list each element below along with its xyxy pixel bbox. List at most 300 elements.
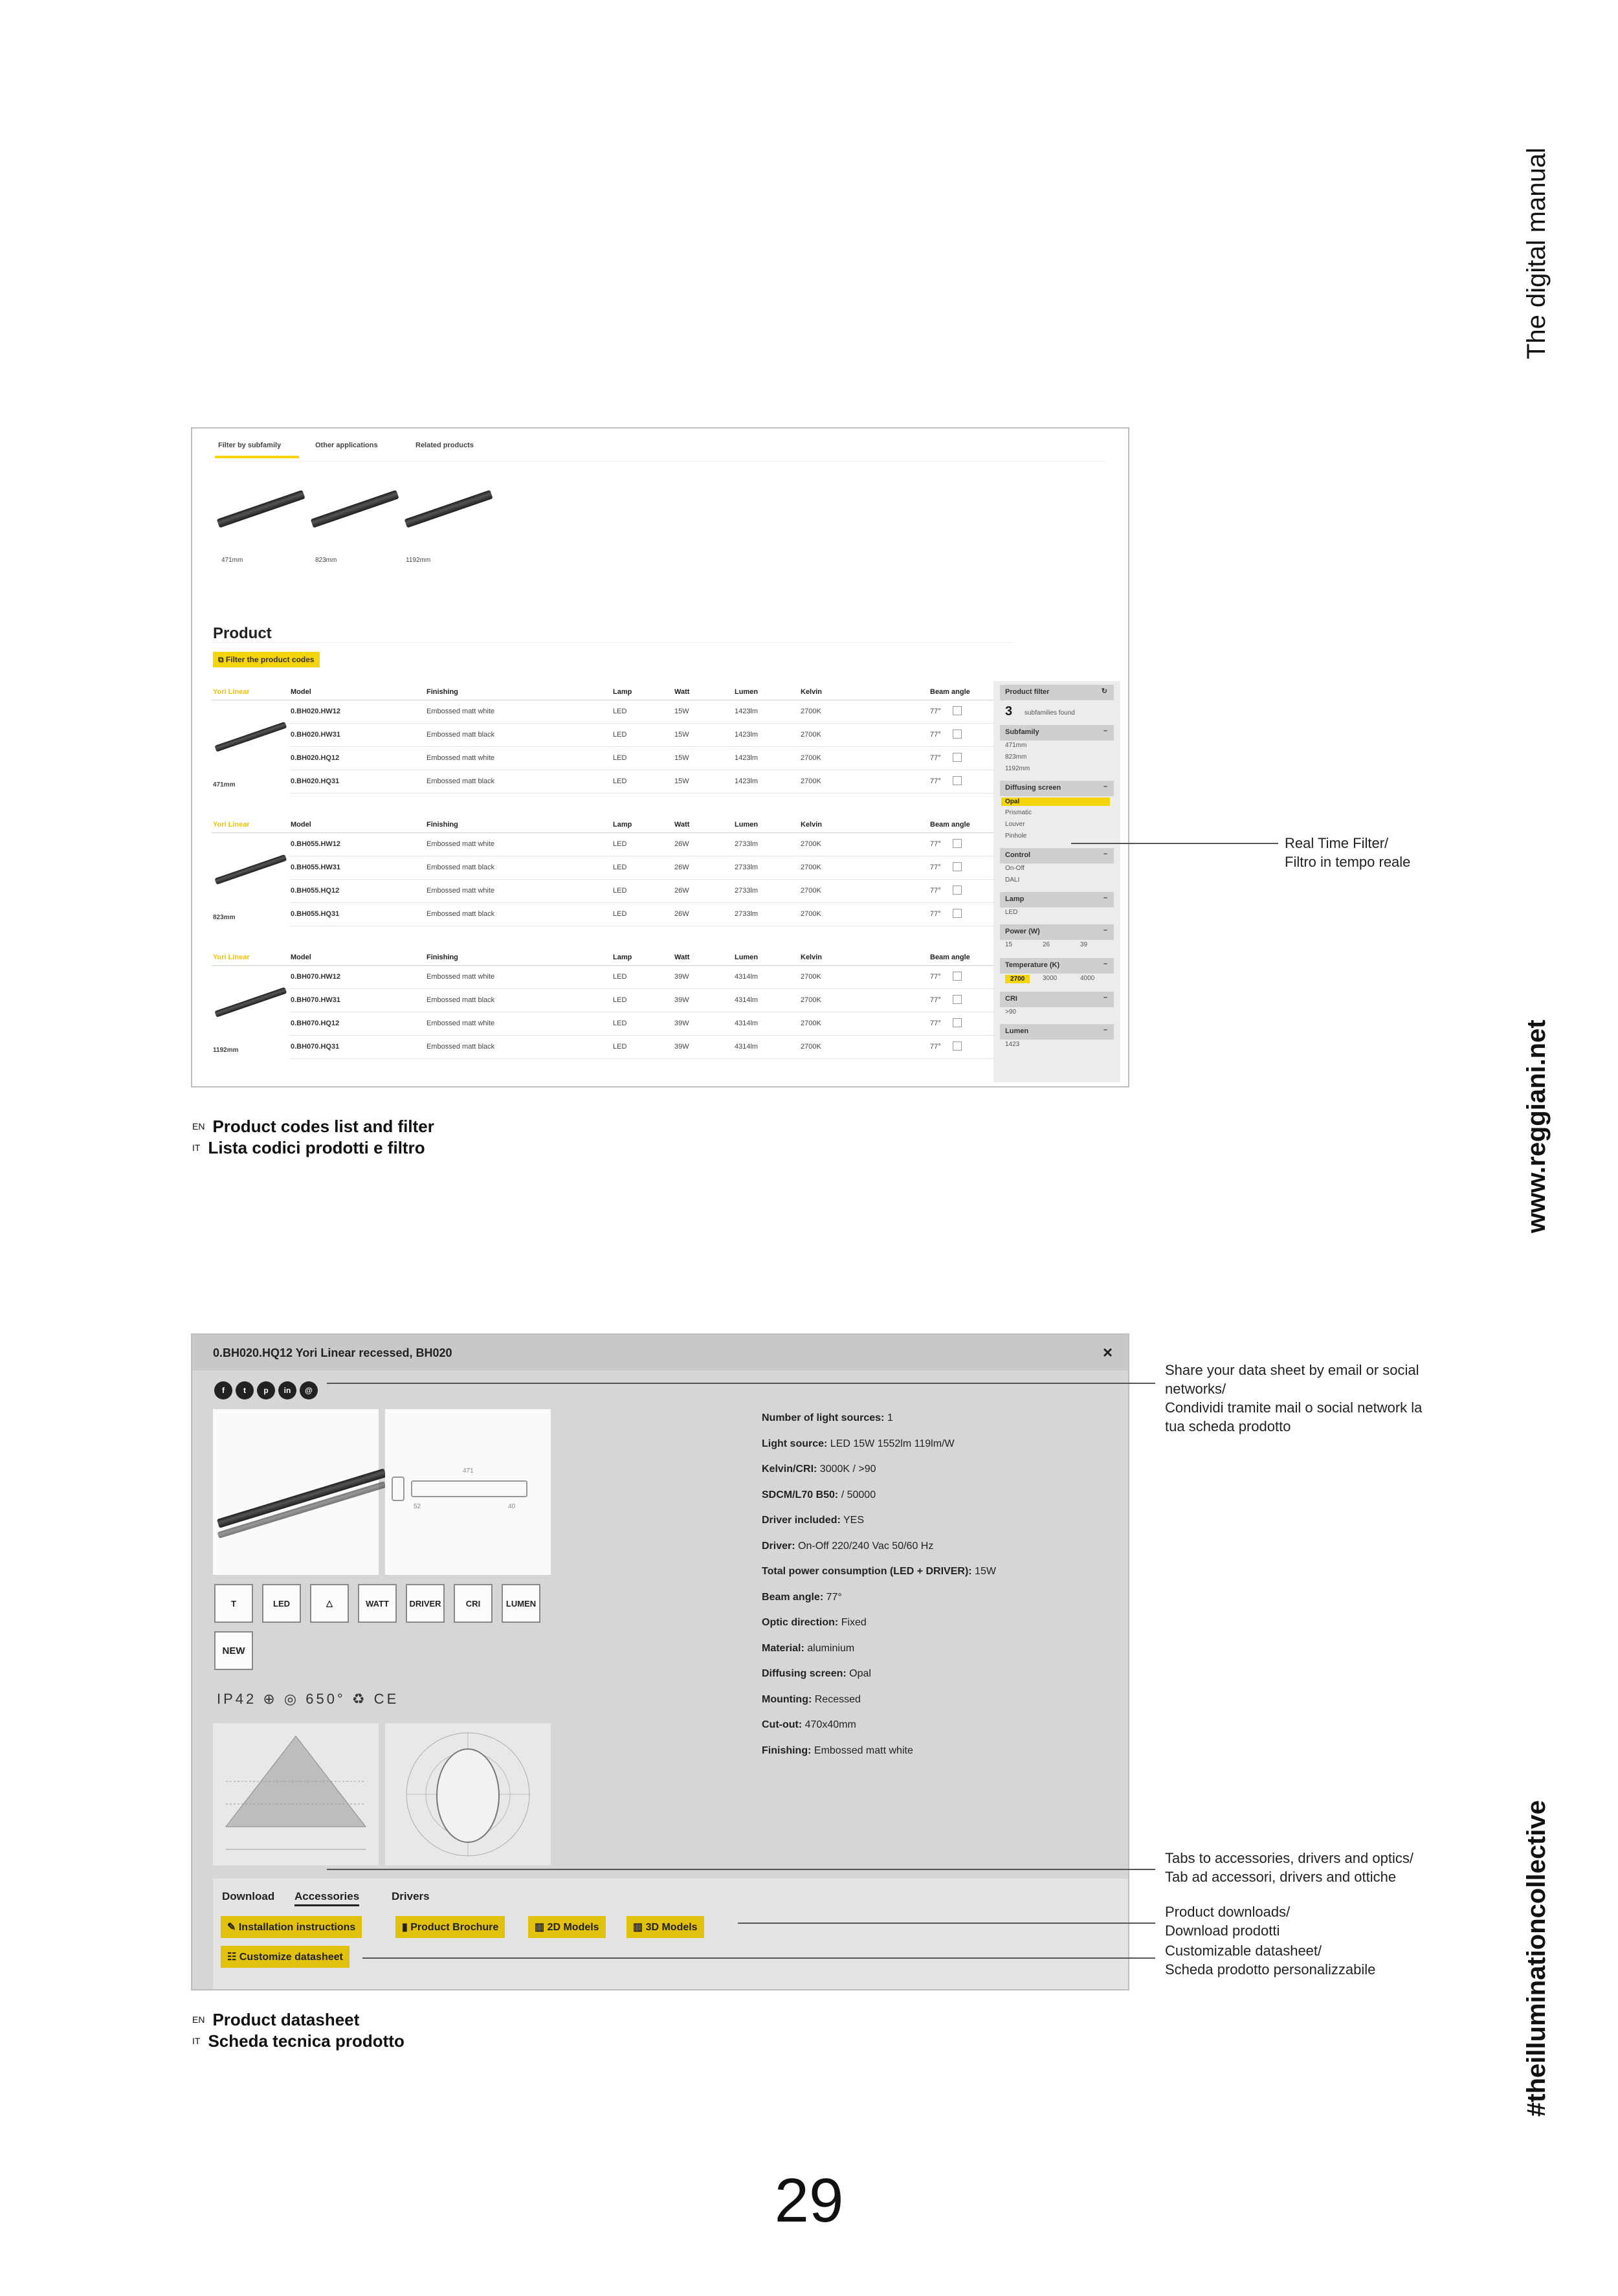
cell-finishing: Embossed matt black [427,777,495,785]
facet-header[interactable] [1000,924,1114,940]
leader-downloads [738,1923,1155,1924]
spec-key: Driver: [762,1540,795,1552]
cell-beam: 77° [930,731,941,739]
cell-lumen: 1423lm [735,777,759,785]
cell-beam: 77° [930,1020,941,1027]
column-header[interactable]: Kelvin [801,953,823,961]
cell-watt: 15W [674,731,689,739]
cell-model: 0.BH070.HQ31 [291,1043,340,1051]
cell-model: 0.BH070.HW12 [291,973,341,981]
row-checkbox[interactable] [953,776,962,785]
annotation-realtime-filter: Real Time Filter/ Filtro in tempo reale [1285,835,1411,870]
cell-kelvin: 2700K [801,996,821,1004]
cell-lumen: 1423lm [735,754,759,762]
collapse-icon[interactable]: – [1103,960,1107,968]
filter-option[interactable]: LED [1005,909,1018,916]
column-header[interactable]: Kelvin [801,821,823,829]
table-row[interactable] [192,775,995,790]
spec-value: 77° [826,1591,842,1603]
page-number: 29 [774,2166,844,2235]
cell-finishing: Embossed matt black [427,731,495,739]
cell-beam: 77° [930,1043,941,1051]
spec-row [762,1617,867,1629]
spec-key: Mounting: [762,1693,812,1705]
spec-value: aluminium [807,1642,855,1654]
group-label[interactable]: Yori Linear [213,821,250,829]
cell-beam: 77° [930,910,941,918]
leader-tabs [327,1869,1155,1870]
column-header[interactable]: Lumen [735,953,759,961]
cell-lumen: 2733lm [735,840,759,848]
cell-lamp: LED [613,777,627,785]
leader-share [327,1383,1155,1384]
spec-row [762,1694,861,1706]
spec-row [762,1412,893,1424]
spec-key: Material: [762,1642,804,1654]
cell-beam: 77° [930,777,941,785]
technical-drawing [385,1409,551,1575]
cell-beam: 77° [930,754,941,762]
cell-lamp: LED [613,910,627,918]
row-checkbox[interactable] [953,972,962,981]
cell-lamp: LED [613,708,627,715]
filter-option[interactable]: 2700 [1005,975,1030,983]
spec-value: On-Off 220/240 Vac 50/60 Hz [798,1540,934,1552]
filter-button-label: Filter the product codes [225,655,315,664]
spec-row [762,1592,842,1603]
cell-lumen: 1423lm [735,731,759,739]
tab-other-applications[interactable]: Other applications [315,441,378,449]
facet-header[interactable] [1000,958,1114,974]
cell-lumen: 4314lm [735,996,759,1004]
cell-kelvin: 2700K [801,777,821,785]
cell-lumen: 2733lm [735,864,759,871]
cell-model: 0.BH020.HQ31 [291,777,340,785]
cell-lumen: 2733lm [735,887,759,895]
filter-icon: ⧉ [218,655,226,664]
spec-key: Optic direction: [762,1617,839,1628]
customize-label: Customize datasheet [239,1952,343,1963]
row-checkbox[interactable] [953,909,962,918]
filter-option[interactable]: Opal [1001,797,1110,806]
column-header[interactable]: Lumen [735,688,759,696]
facet-name: Subfamily [1005,728,1039,736]
column-header[interactable]: Lamp [613,821,632,829]
spec-row [762,1643,854,1655]
cell-lamp: LED [613,864,627,871]
cell-beam: 77° [930,840,941,848]
leader-realtime-filter [1071,843,1278,844]
spec-key: Beam angle: [762,1591,824,1603]
facet-name: Lumen [1005,1027,1029,1035]
cell-lamp: LED [613,887,627,895]
cell-model: 0.BH020.HQ12 [291,754,340,762]
close-icon[interactable]: × [1102,1343,1113,1362]
facet-name: Diffusing screen [1005,784,1061,792]
datasheet-screenshot [191,1333,1129,1990]
cell-model: 0.BH055.HQ12 [291,887,340,895]
side-website: www.reggiani.net [1522,1020,1551,1233]
cell-beam: 77° [930,887,941,895]
cell-finishing: Embossed matt white [427,840,495,848]
filter-panel [993,681,1120,1082]
caption-datasheet: $^{EN}$ Product datasheet $^{IT}$ Scheda tecnica prodotto [192,2010,404,2051]
button-label: 3D Models [645,1922,698,1933]
column-header[interactable]: Lamp [613,953,632,961]
facet-name: Control [1005,851,1031,859]
cell-beam: 77° [930,973,941,981]
cell-lumen: 4314lm [735,1043,759,1051]
watt-icon: WATT [358,1584,397,1623]
cell-lamp: LED [613,754,627,762]
cell-watt: 39W [674,996,689,1004]
button-label: Installation instructions [238,1922,356,1933]
column-header[interactable]: Lumen [735,821,759,829]
results-count: 3 [1005,704,1013,719]
mounting-icon: T [214,1584,253,1623]
group-length-label: 823mm [213,914,236,921]
button-label: 2D Models [547,1922,599,1933]
filter-option[interactable]: Louver [1005,821,1025,828]
table-row[interactable] [192,705,995,720]
thumb-label-1192: 1192mm [406,557,431,564]
filter-option[interactable]: On-Off [1005,865,1025,872]
tab-accessories[interactable]: Accessories [294,1890,359,1906]
facet-header[interactable] [1000,781,1114,796]
spec-row [762,1566,996,1577]
filter-option[interactable]: 471mm [1005,742,1027,749]
filter-option[interactable]: 823mm [1005,753,1027,761]
customize-icon: ☷ [227,1952,239,1963]
thumb-label-471: 471mm [221,557,243,564]
column-header[interactable]: Beam angle [930,688,970,696]
spec-row [762,1489,876,1501]
filter-option[interactable]: DALI [1005,876,1020,884]
drawing-width-label: 52 [414,1503,421,1510]
column-header[interactable]: Finishing [427,821,458,829]
cell-lumen: 4314lm [735,1020,759,1027]
cell-kelvin: 2700K [801,887,821,895]
spec-value: YES [843,1515,864,1526]
photometric-table [213,1723,379,1866]
product-lamp-image [217,1468,386,1528]
cell-watt: 26W [674,840,689,848]
cell-finishing: Embossed matt white [427,754,495,762]
cell-watt: 15W [674,754,689,762]
cell-kelvin: 2700K [801,864,821,871]
led-icon: LED [262,1584,301,1623]
column-header[interactable]: Beam angle [930,821,970,829]
table-row[interactable] [192,728,995,744]
driver-icon: DRIVER [406,1584,445,1623]
cell-finishing: Embossed matt black [427,864,495,871]
warning-icon: △ [310,1584,349,1623]
facet-header[interactable] [1000,848,1114,864]
filter-option[interactable]: Pinhole [1005,832,1027,840]
3d-models-button[interactable] [626,1916,704,1938]
cell-lumen: 1423lm [735,708,759,715]
row-checkbox[interactable] [953,753,962,762]
facet-name: Lamp [1005,895,1025,903]
filter-option[interactable]: 39 [1080,941,1088,948]
facet-header[interactable] [1000,1024,1114,1040]
filter-option[interactable]: 15 [1005,941,1013,948]
cell-finishing: Embossed matt white [427,708,495,715]
spec-value: Recessed [814,1693,861,1705]
button-icon: ▮ [402,1922,411,1933]
thumb-label-823: 823mm [315,557,337,564]
row-checkbox[interactable] [953,839,962,848]
collapse-icon[interactable]: – [1103,1026,1107,1034]
thumb-lamp-471[interactable] [217,490,305,528]
cell-finishing: Embossed matt white [427,887,495,895]
filter-option[interactable]: >90 [1005,1009,1016,1016]
cell-finishing: Embossed matt white [427,1020,495,1027]
product-brochure-button[interactable] [395,1916,505,1938]
row-checkbox[interactable] [953,886,962,895]
cell-beam: 77° [930,708,941,715]
facet-header[interactable] [1000,725,1114,741]
customize-datasheet-button[interactable] [221,1946,349,1968]
spec-value: Opal [849,1668,871,1679]
button-label: Product Brochure [410,1922,499,1933]
cell-watt: 26W [674,887,689,895]
caption-product-codes: $^{EN}$ Product codes list and filter $^{IT}$ Lista codici prodotti e filtro [192,1117,434,1157]
cell-beam: 77° [930,864,941,871]
row-checkbox[interactable] [953,1018,962,1027]
table-row[interactable] [192,861,995,876]
facet-name: Temperature (K) [1005,961,1060,969]
spec-key: Number of light sources: [762,1412,885,1423]
thumb-lamp-1192[interactable] [404,490,493,528]
column-header[interactable]: Finishing [427,953,458,961]
facet-name: CRI [1005,995,1017,1003]
tab-related-products[interactable]: Related products [416,441,474,449]
cell-kelvin: 2700K [801,731,821,739]
spec-row [762,1668,871,1680]
cell-finishing: Embossed matt white [427,973,495,981]
button-icon: ▥ [535,1922,548,1933]
cell-watt: 39W [674,1043,689,1051]
twitter-icon[interactable]: t [236,1381,254,1399]
spec-value: 1 [887,1412,893,1423]
spec-value: Embossed matt white [814,1744,913,1756]
spec-value: 15W [975,1566,996,1577]
thumb-lamp-823[interactable] [311,490,399,528]
filter-option[interactable]: 3000 [1043,975,1058,982]
filter-option[interactable]: 26 [1043,941,1050,948]
cell-finishing: Embossed matt black [427,1043,495,1051]
table-row[interactable] [192,970,995,986]
collapse-icon[interactable]: – [1103,994,1107,1001]
spec-value: 3000K / >90 [819,1464,876,1475]
cell-kelvin: 2700K [801,754,821,762]
row-checkbox[interactable] [953,995,962,1004]
email-icon[interactable]: @ [300,1381,318,1399]
group-length-label: 1192mm [213,1047,239,1054]
tab-download[interactable]: Download [222,1890,275,1902]
spec-key: Cut-out: [762,1719,803,1730]
group-label[interactable]: Yori Linear [213,688,250,696]
results-count-label: subfamilies found [1025,709,1075,717]
facebook-icon[interactable]: f [214,1381,232,1399]
lumen-icon: LUMEN [502,1584,540,1623]
cell-lamp: LED [613,840,627,848]
drawing-length-label: 471 [463,1467,474,1475]
spec-row [762,1719,856,1731]
cell-model: 0.BH055.HQ31 [291,910,340,918]
facet-name: Power (W) [1005,928,1040,935]
2d-models-button[interactable] [528,1916,606,1938]
spec-value: Fixed [841,1617,867,1628]
side-hashtag: #theilluminationcollective [1522,1800,1551,2117]
spec-row [762,1438,955,1450]
column-header[interactable]: Model [291,688,311,696]
annotation-customize: Customizable datasheet/ Scheda prodotto personalizzabile [1165,1943,1376,1978]
spec-key: Light source: [762,1438,828,1449]
cell-finishing: Embossed matt black [427,996,495,1004]
row-checkbox[interactable] [953,1042,962,1051]
cell-model: 0.BH070.HW31 [291,996,341,1004]
cell-kelvin: 2700K [801,973,821,981]
spec-key: Diffusing screen: [762,1668,847,1679]
spec-row [762,1515,864,1526]
product-photo [213,1409,379,1575]
cell-kelvin: 2700K [801,708,821,715]
light-distribution-cone [213,1723,379,1866]
cell-kelvin: 2700K [801,910,821,918]
side-title-manual: The digital manual [1522,148,1551,359]
cell-watt: 15W [674,708,689,715]
cell-watt: 26W [674,864,689,871]
cell-watt: 26W [674,910,689,918]
row-checkbox[interactable] [953,730,962,739]
cell-model: 0.BH070.HQ12 [291,1020,340,1027]
spec-key: SDCM/L70 B50: [762,1489,839,1500]
column-header[interactable]: Watt [674,688,690,696]
column-header[interactable]: Beam angle [930,953,970,961]
table-row[interactable] [192,752,995,767]
spec-value: / 50000 [841,1489,876,1500]
spec-key: Finishing: [762,1744,812,1756]
collapse-icon[interactable]: – [1103,894,1107,902]
table-row[interactable] [192,1040,995,1056]
table-row[interactable] [192,1017,995,1032]
cell-watt: 39W [674,1020,689,1027]
polar-curve [385,1723,551,1866]
filter-option[interactable]: 1192mm [1005,765,1030,772]
annotation-tabs: Tabs to accessories, drivers and optics/ Tab ad accessori, drivers and ottiche [1165,1850,1413,1885]
collapse-icon[interactable]: – [1103,727,1107,735]
row-checkbox[interactable] [953,706,962,715]
collapse-icon[interactable]: – [1103,926,1107,934]
column-header[interactable]: Kelvin [801,688,823,696]
spec-key: Driver included: [762,1515,841,1526]
datasheet-title: 0.BH020.HQ12 Yori Linear recessed, BH020 [213,1346,452,1359]
column-header[interactable]: Watt [674,821,690,829]
refresh-icon[interactable]: ↻ [1101,687,1107,695]
cell-model: 0.BH020.HW31 [291,731,341,739]
facet-header[interactable] [1000,992,1114,1007]
cell-lumen: 4314lm [735,973,759,981]
filter-product-codes-button[interactable] [213,652,320,667]
linkedin-icon[interactable]: in [278,1381,296,1399]
cell-beam: 77° [930,996,941,1004]
column-header[interactable]: Watt [674,953,690,961]
spec-value: 470x40mm [804,1719,856,1730]
group-label[interactable]: Yori Linear [213,953,250,961]
spec-key: Total power consumption (LED + DRIVER): [762,1566,972,1577]
collapse-icon[interactable]: – [1103,783,1107,790]
facet-header[interactable] [1000,892,1114,908]
leader-customize [362,1957,1155,1959]
tab-drivers[interactable]: Drivers [392,1890,430,1902]
installation-instructions-button[interactable] [221,1916,362,1938]
spec-row [762,1745,913,1757]
filter-option[interactable]: 1423 [1005,1041,1020,1048]
table-row[interactable] [192,884,995,900]
cell-lamp: LED [613,1020,627,1027]
cell-model: 0.BH020.HW12 [291,708,341,715]
cell-watt: 15W [674,777,689,785]
cell-watt: 39W [674,973,689,981]
collapse-icon[interactable]: – [1103,850,1107,858]
cell-model: 0.BH055.HW12 [291,840,341,848]
cri-icon: CRI [454,1584,493,1623]
column-header[interactable]: Model [291,821,311,829]
filter-option[interactable]: Prismatic [1005,809,1032,816]
cell-lamp: LED [613,731,627,739]
cell-model: 0.BH055.HW31 [291,864,341,871]
cell-finishing: Embossed matt black [427,910,495,918]
spec-value: LED 15W 1552lm 119lm/W [830,1438,955,1449]
cell-lamp: LED [613,973,627,981]
column-header[interactable]: Finishing [427,688,458,696]
new-badge: NEW [214,1631,253,1670]
button-icon: ✎ [227,1922,239,1933]
column-header[interactable]: Lamp [613,688,632,696]
cell-lumen: 2733lm [735,910,759,918]
spec-row [762,1464,876,1475]
annotation-share: Share your data sheet by email or social networks/ Condividi tramite mail o social network la tua scheda prodotto [1165,1362,1423,1434]
table-row[interactable] [192,908,995,923]
spec-key: Kelvin/CRI: [762,1464,817,1475]
button-icon: ▥ [633,1922,646,1933]
group-length-label: 471mm [213,781,236,788]
cell-lamp: LED [613,996,627,1004]
row-checkbox[interactable] [953,862,962,871]
certification-icons: IP42 ⊕ ◎ 650° ♻ CE [217,1691,399,1707]
cell-kelvin: 2700K [801,1020,821,1027]
pinterest-icon[interactable]: p [257,1381,275,1399]
annotation-downloads: Product downloads/ Download prodotti [1165,1904,1291,1939]
table-row[interactable] [192,994,995,1009]
table-row[interactable] [192,838,995,853]
cell-kelvin: 2700K [801,840,821,848]
product-table [192,684,1001,1073]
polar-diagram [385,1723,551,1866]
product-heading: Product [213,625,272,642]
column-header[interactable]: Model [291,953,311,961]
product-list-screenshot [191,427,1129,1087]
social-share [214,1381,344,1401]
cell-lamp: LED [613,1043,627,1051]
filter-panel-title: Product filter ↻ [1000,685,1114,700]
spec-row [762,1541,933,1552]
tab-filter-subfamily[interactable]: Filter by subfamily [218,441,282,449]
drawing-height-label: 40 [508,1503,516,1510]
filter-option[interactable]: 4000 [1080,975,1095,982]
